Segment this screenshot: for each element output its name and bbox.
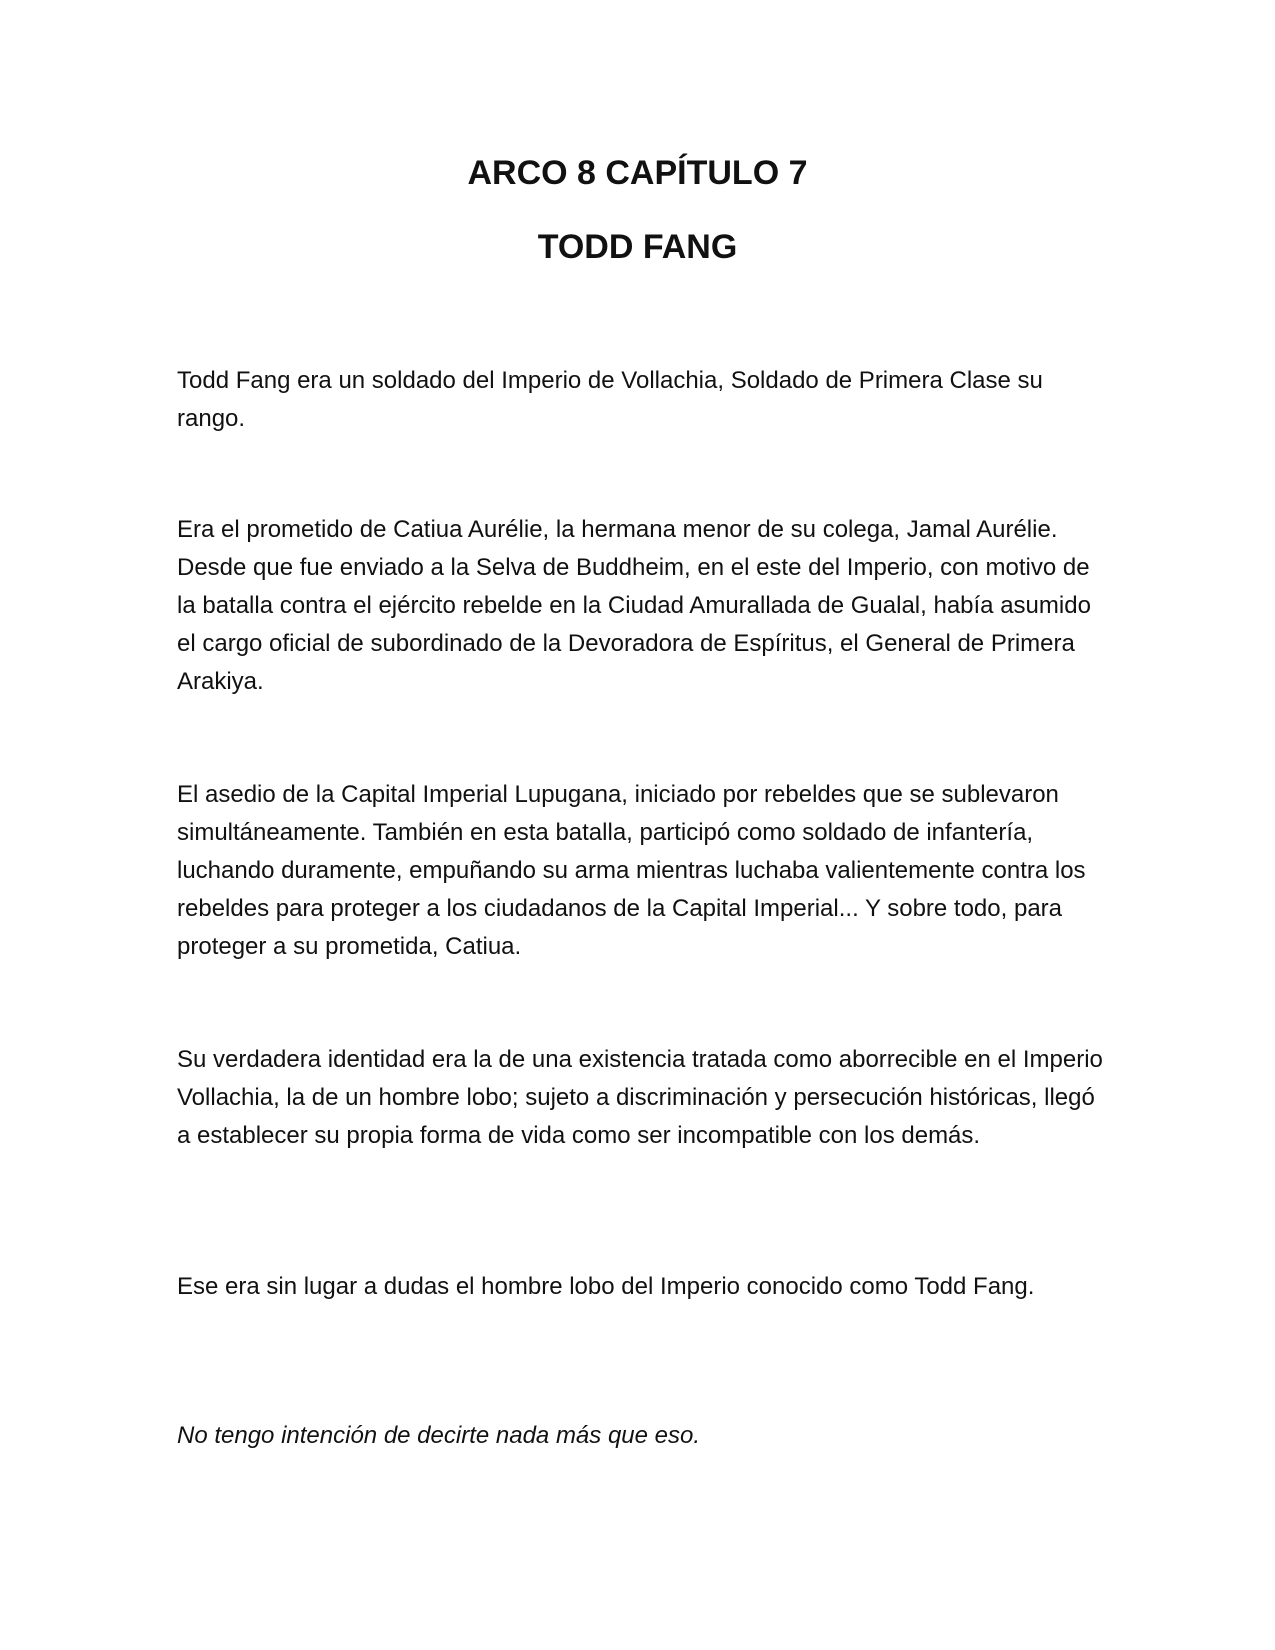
closing-italic-line: No tengo intención de decirte nada más que eso.	[177, 1422, 701, 1449]
paragraph: El asedio de la Capital Imperial Lupugana, iniciado por rebeldes que se sublevaron simultáneamente. También en esta batalla, participó como soldado de infantería, luchando duramente, empuñando su arma mientras luchaba valientemente contra los rebeldes para proteger a los ciudadanos de la Capital Imperial... Y sobre todo, para proteger a su prometida, Catiua.	[177, 781, 1086, 960]
chapter-title: ARCO 8 CAPÍTULO 7	[467, 154, 808, 192]
paragraph: Todd Fang era un soldado del Imperio de Vollachia, Soldado de Primera Clase su rango.	[177, 367, 1043, 432]
paragraph: Su verdadera identidad era la de una existencia tratada como aborrecible en el Imperio Vollachia, la de un hombre lobo; sujeto a discriminación y persecución históricas, llegó a establecer su propia forma de vida como ser incompatible con los demás.	[177, 1046, 1103, 1149]
paragraph: Era el prometido de Catiua Aurélie, la hermana menor de su colega, Jamal Aurélie. Desde que fue enviado a la Selva de Buddheim, en el este del Imperio, con motivo de la batalla contra el ejército rebelde en la Ciudad Amurallada de Gualal, había asumido el cargo oficial de subordinado de la Devoradora de Espíritus, el General de Primera Arakiya.	[177, 516, 1091, 695]
chapter-subtitle: TODD FANG	[537, 228, 738, 266]
paragraph: Ese era sin lugar a dudas el hombre lobo del Imperio conocido como Todd Fang.	[177, 1273, 1035, 1300]
